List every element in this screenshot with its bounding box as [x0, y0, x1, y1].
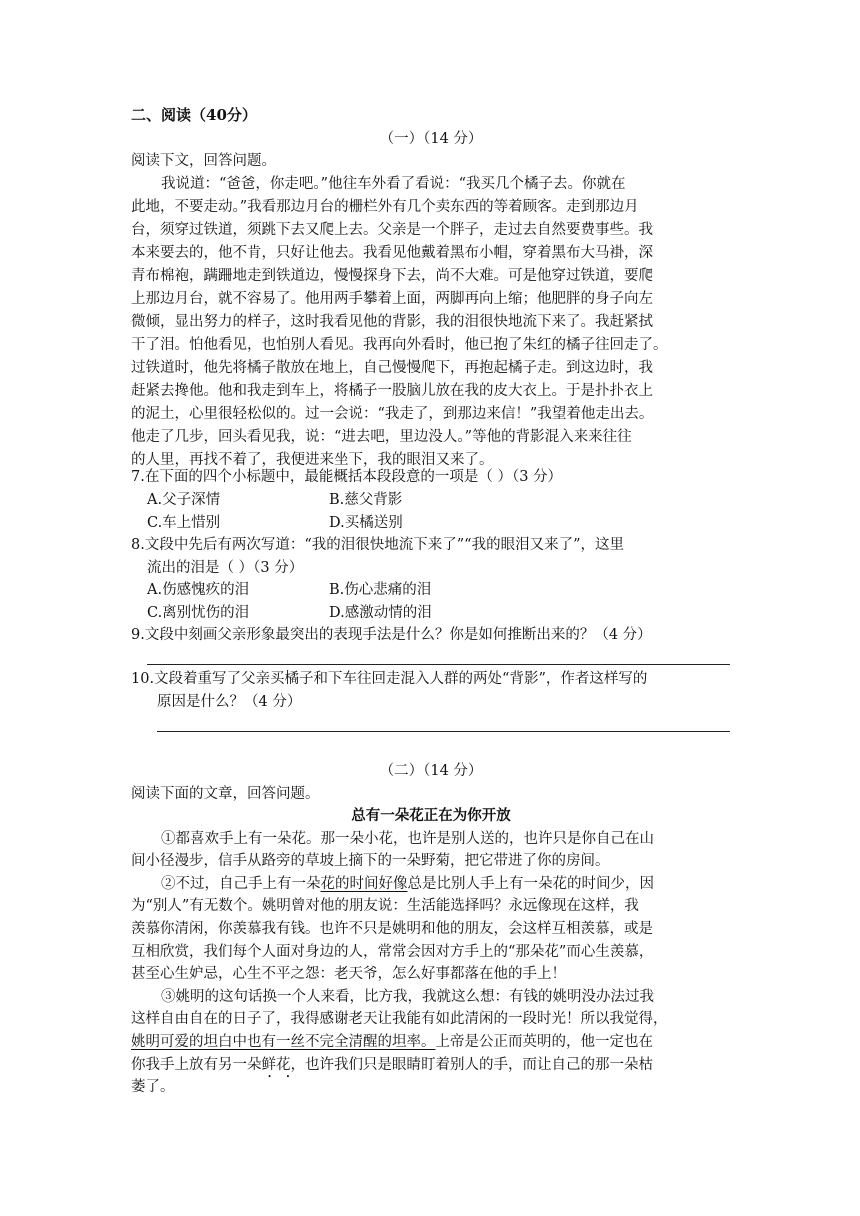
p2-text-b: 总是比别人手上有一朵花的时间少，因: [407, 876, 654, 892]
article-p2-line: 甚至心生妒忌，心生不平之怨：老天爷，怎么好事都落在他的手上！: [131, 966, 566, 982]
passage-line: 他走了几步，回头看见我，说：“进去吧，里边没人。”等他的背影混入来来往往: [131, 429, 632, 445]
question-10-stem-cont: 原因是什么？（4 分）: [157, 694, 302, 710]
question-8-stem: 8.文段中先后有两次写道：“我的泪很快地流下来了”“我的眼泪又来了”，这里: [131, 537, 624, 553]
section-heading: 二、阅读（40分）: [131, 106, 257, 124]
passage-line: 干了泪。怕他看见，也怕别人看见。我再向外看时，他已抱了朱红的橘子往回走了。: [131, 337, 668, 353]
q7-option-b[interactable]: B.慈父背影: [329, 492, 403, 508]
q8-option-b[interactable]: B.伤心悲痛的泪: [329, 582, 432, 598]
passage-line: 此地，不要走动。”我看那边月台的栅栏外有几个卖东西的等着顾客。走到那边月: [131, 199, 639, 215]
q7-option-a[interactable]: A.父子深情: [147, 492, 221, 508]
q8-option-d[interactable]: D.感激动情的泪: [329, 605, 432, 621]
article-p2-line: 为“别人”有无数个。姚明曾对他的朋友说：生活能选择吗？永远像现在这样，我: [131, 898, 639, 914]
part1-title: （一）（14 分）: [379, 131, 483, 147]
passage-line: 青布棉袍，蹒跚地走到铁道边，慢慢探身下去，尚不大难。可是他穿过铁道，要爬: [131, 268, 653, 284]
article-p2-line: 互相欣赏，我们每个人面对身边的人，常常会因对方手上的“那朵花”而心生羡慕，: [131, 944, 654, 960]
p3-dotted-word: 鲜花 • •: [262, 1057, 291, 1073]
p3-text-c: ，也许我们只是眼睛盯着别人的手，而让自己的那一朵枯: [290, 1057, 653, 1073]
article-p2-line: 羡慕你清闲，你羡慕我有钱。也许不只是姚明和他的朋友，会这样互相羡慕，或是: [131, 921, 653, 937]
article-p1-line: 间小径漫步，信手从路旁的草坡上摘下的一朵野菊，把它带进了你的房间。: [131, 853, 610, 869]
passage-line: 上那边月台，就不容易了。他用两手攀着上面，两脚再向上缩；他肥胖的身子向左: [131, 291, 653, 307]
article-p3-line: 这样自由自在的日子了，我得感谢老天让我能有如此清闲的一段时光！所以我觉得，: [131, 1011, 668, 1027]
question-8-stem-cont: 流出的泪是（ ）（3 分）: [147, 560, 304, 576]
article-p3-line4: [131, 1054, 653, 1076]
passage-line: 过铁道时，他先将橘子散放在地上，自己慢慢爬下，再抱起橘子走。到这边时，我: [131, 360, 653, 376]
part2-instruction: 阅读下面的文章，回答问题。: [131, 786, 320, 802]
p3-underlined-sentence: 姚明可爱的坦白中也有一丝不完全清醒的坦率。: [131, 1034, 436, 1050]
part1-instruction: 阅读下文，回答问题。: [131, 153, 276, 169]
article-p2-line1: [161, 873, 654, 895]
q7-option-c[interactable]: C.车上惜别: [147, 515, 221, 531]
passage-line: 赶紧去搀他。他和我走到车上，将橘子一股脑儿放在我的皮大衣上。于是扑扑衣上: [131, 383, 653, 399]
p3-text-a: 你我手上放有另一朵: [131, 1057, 262, 1073]
article-p3-line: 萎了。: [131, 1079, 175, 1095]
passage-line: 我说道：“爸爸，你走吧。”他往车外看了看说：“我买几个橘子去。你就在: [161, 176, 626, 192]
passage-line: 微倾，显出努力的样子，这时我看见他的背影，我的泪很快地流下来了。我赶紧拭: [131, 314, 653, 330]
passage-line: 的人里，再找不着了，我便进来坐下，我的眼泪又来了。: [131, 452, 494, 468]
q10-answer-line[interactable]: [157, 731, 730, 732]
article-p3-line: ③姚明的这句话换一个人来看，比方我，我就这么想：有钱的姚明没办法过我: [161, 989, 654, 1005]
p3-text-b: 上帝是公正而英明的，他一定也在: [435, 1034, 653, 1050]
article-title: 总有一朵花正在为你开放: [351, 808, 511, 824]
question-7-stem: 7.在下面的四个小标题中，最能概括本段段意的一项是（ ）（3 分）: [131, 469, 563, 485]
passage-line: 的泥土，心里很轻松似的。过一会说：“我走了，到那边来信！”我望着他走出去。: [131, 406, 654, 422]
article-p1-line: ①都喜欢手上有一朵花。那一朵小花，也许是别人送的，也许只是你自己在山: [161, 831, 654, 847]
passage-line: 本来要去的，他不肯，只好让他去。我看见他戴着黑布小帽，穿着黑布大马褂，深: [131, 245, 653, 261]
q8-option-a[interactable]: A.伤感愧疚的泪: [147, 582, 250, 598]
q9-answer-line[interactable]: [147, 664, 730, 665]
article-p3-line3: [131, 1031, 653, 1053]
q8-option-c[interactable]: C.离别忧伤的泪: [147, 605, 250, 621]
q7-option-d[interactable]: D.买橘送别: [329, 515, 403, 531]
part2-title: （二）（14 分）: [379, 763, 483, 779]
question-10-stem: 10.文段着重写了父亲买橘子和下车往回走混入人群的两处“背影”，作者这样写的: [131, 671, 648, 687]
p2-text-a: ②不过，自己手上有一朵: [161, 876, 321, 892]
question-9-stem: 9.文段中刻画父亲形象最突出的表现手法是什么？你是如何推断出来的？（4 分）: [131, 627, 652, 643]
p2-underlined-phrase: 花的时间好像: [320, 876, 408, 892]
passage-line: 台，须穿过铁道，须跳下去又爬上去。父亲是一个胖子，走过去自然要费事些。我: [131, 222, 653, 238]
